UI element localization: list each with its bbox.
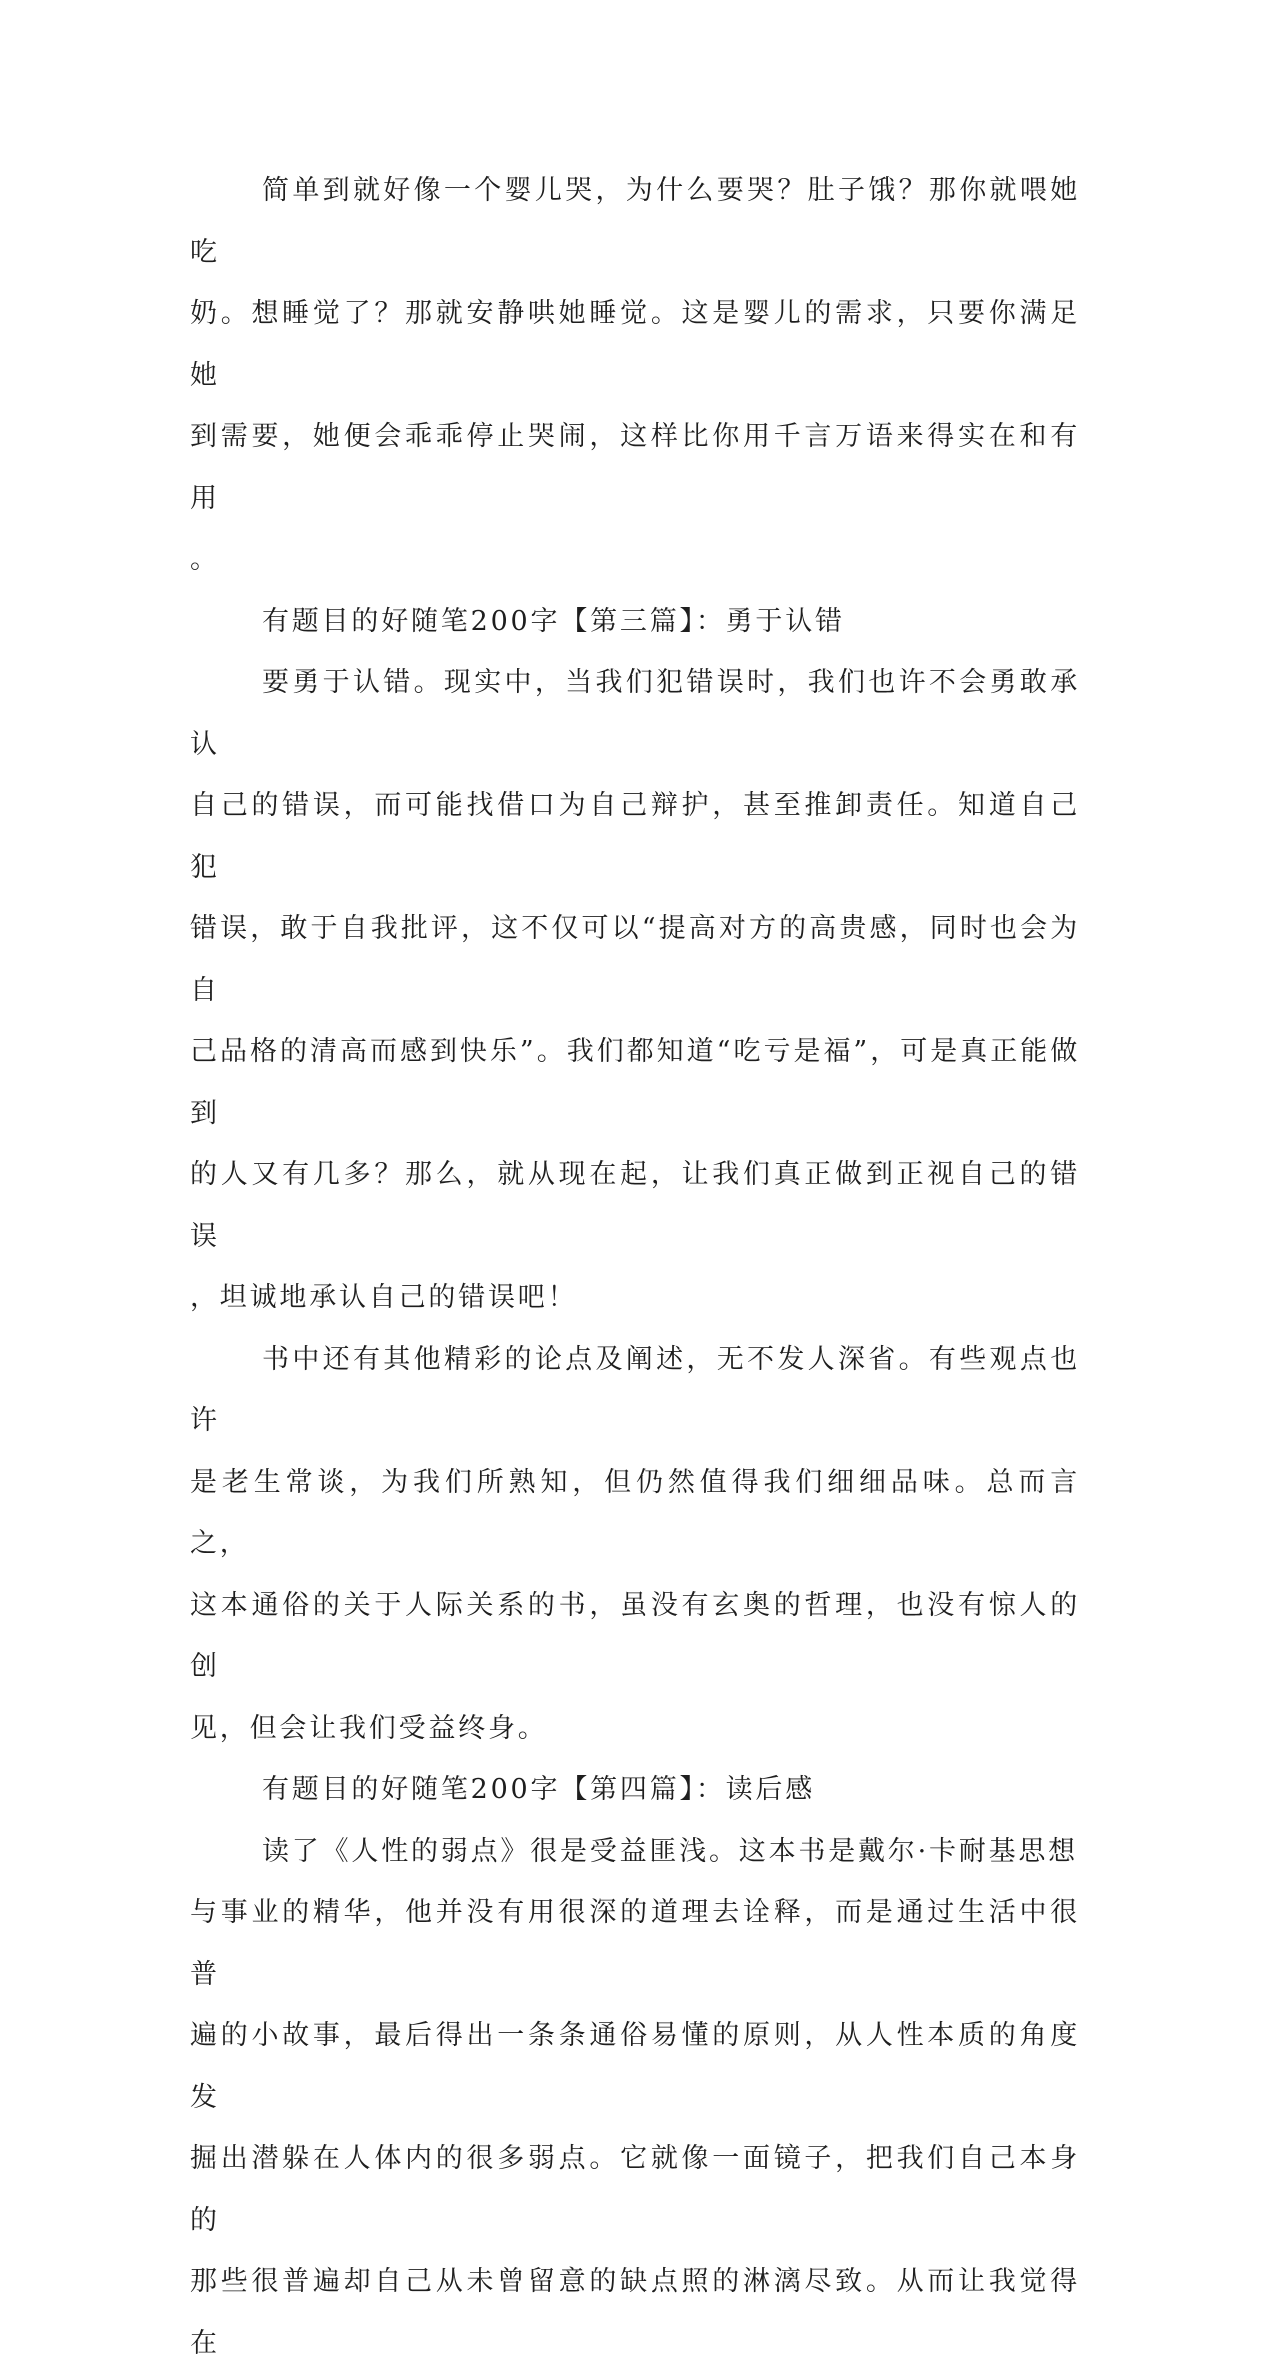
- text-line: 自己的错误，而可能找借口为自己辩护，甚至推卸责任。知道自己犯: [190, 775, 1080, 898]
- paragraph-admit-mistakes: [190, 652, 1080, 1329]
- text-line: 这本通俗的关于人际关系的书，虽没有玄奥的哲理，也没有惊人的创: [190, 1575, 1080, 1698]
- section-heading-third: 有题目的好随笔200字【第三篇】：勇于认错: [190, 591, 1080, 653]
- text-line: 是老生常谈，为我们所熟知，但仍然值得我们细细品味。总而言之，: [190, 1452, 1080, 1575]
- text-line: 的人又有几多？那么，就从现在起，让我们真正做到正视自己的错误: [190, 1144, 1080, 1267]
- text-line: 到需要，她便会乖乖停止哭闹，这样比你用千言万语来得实在和有用: [190, 406, 1080, 529]
- text-line: 掘出潜躲在人体内的很多弱点。它就像一面镜子，把我们自己本身的: [190, 2128, 1080, 2251]
- paragraph-book-summary: [190, 1329, 1080, 1760]
- section-heading-fourth: 有题目的好随笔200字【第四篇】：读后感: [190, 1759, 1080, 1821]
- text-line: 简单到就好像一个婴儿哭，为什么要哭？肚子饿？那你就喂她吃: [190, 160, 1080, 283]
- paragraph-reading-reflection: [190, 1821, 1080, 2374]
- text-line: 错误，敢于自我批评，这不仅可以“提高对方的高贵感，同时也会为自: [190, 898, 1080, 1021]
- document-body: [190, 160, 1080, 2374]
- text-line: 要勇于认错。现实中，当我们犯错误时，我们也许不会勇敢承认: [190, 652, 1080, 775]
- text-line: 见，但会让我们受益终身。: [190, 1698, 1080, 1760]
- text-line: 那些很普遍却自己从未曾留意的缺点照的淋漓尽致。从而让我觉得在: [190, 2251, 1080, 2374]
- text-line: 。: [190, 529, 1080, 591]
- paragraph-baby-crying: [190, 160, 1080, 591]
- text-line: 读了《人性的弱点》很是受益匪浅。这本书是戴尔·卡耐基思想: [190, 1821, 1080, 1883]
- text-line: 遍的小故事，最后得出一条条通俗易懂的原则，从人性本质的角度发: [190, 2005, 1080, 2128]
- text-line: ，坦诚地承认自己的错误吧！: [190, 1267, 1080, 1329]
- text-line: 己品格的清高而感到快乐”。我们都知道“吃亏是福”，可是真正能做到: [190, 1021, 1080, 1144]
- text-line: 书中还有其他精彩的论点及阐述，无不发人深省。有些观点也许: [190, 1329, 1080, 1452]
- text-line: 与事业的精华，他并没有用很深的道理去诠释，而是通过生活中很普: [190, 1882, 1080, 2005]
- text-line: 奶。想睡觉了？那就安静哄她睡觉。这是婴儿的需求，只要你满足她: [190, 283, 1080, 406]
